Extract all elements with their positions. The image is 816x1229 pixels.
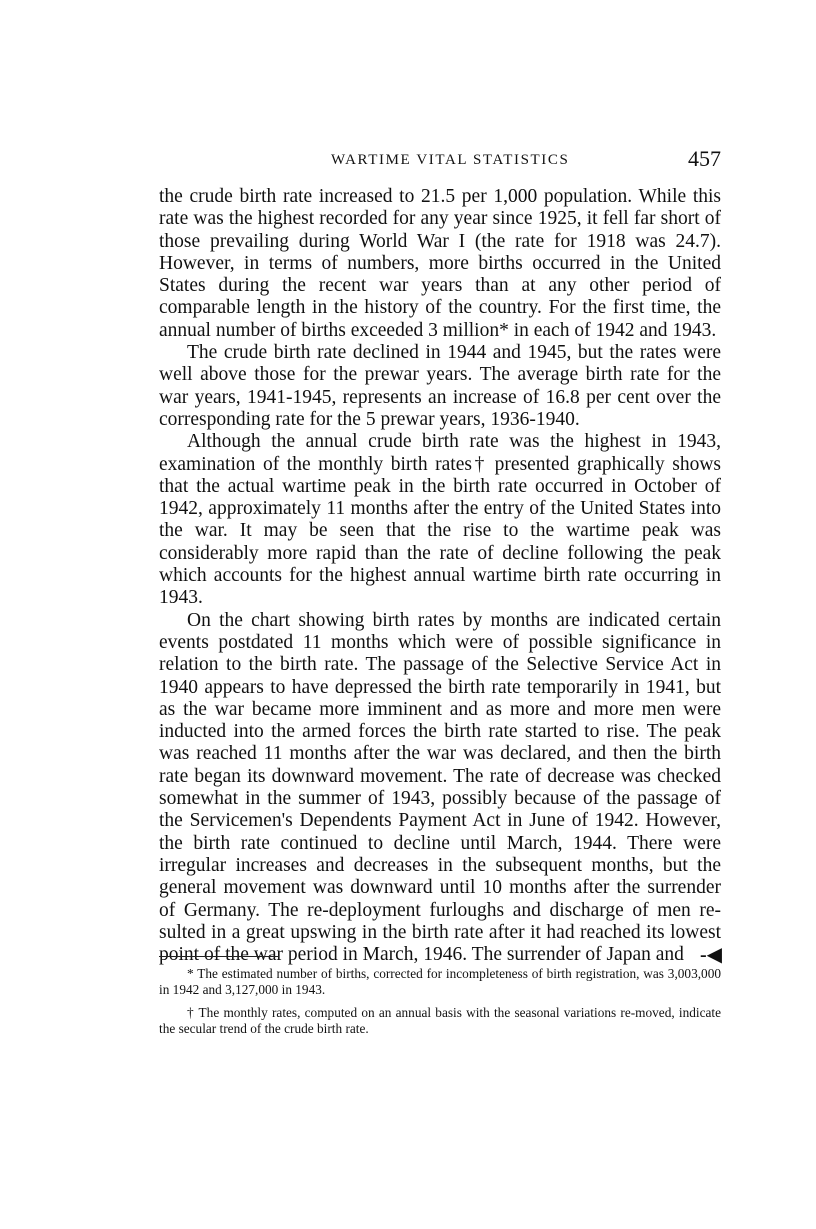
footnote-monthly-rates: † The monthly rates, computed on an annual basis with the seasonal variations re-moved, indicate the secular trend of the crude birth rate. [159, 1005, 721, 1036]
running-title: WARTIME VITAL STATISTICS [331, 152, 570, 168]
footnote-births-estimate: * The estimated number of births, corrected for incompleteness of birth registration, was 3,003,000 in 1942 and 3,127,000 in 1943. [159, 966, 721, 997]
paragraph-monthly-chart-events: On the chart showing birth rates by months are indicated certain events postdated 11 months which were of possible significance in relation to the birth rate. The passage of the Selective Service Act in 1940 appears to have depressed the birth rate temporarily in 1941, but as the war became more imminent and as more and more men were inducted into the armed forces the birth rate started to rise. The peak was reached 11 months after the war was declared, and then the birth rate began its downward movement. The rate of decrease was checked somewhat in the summer of 1943, possibly because of the passage of the Servicemen's Dependents Payment Act in June of 1942. However, the birth rate continued to decline until March, 1944. There were irregular increases and decreases in the subsequent months, but the general movement was downward until 10 months after the surrender of Germany. The re-deployment furloughs and discharge of men re-sulted in a great upswing in the birth rate after it had reached its lowest point of the war period in March, 1946. The surrender of Japan and [159, 609, 721, 966]
paragraph-birth-rate-1943: the crude birth rate increased to 21.5 per 1,000 population. While this rate was the highest recorded for any year since 1925, it fell far short of those prevailing during World War I (the rate for 1918 was 24.7). However, in terms of numbers, more births occurred in the United States during the recent war years than at any other period of comparable length in the history of the country. For the first time, the annual number of births exceeded 3 million* in each of 1942 and 1943. [159, 186, 721, 341]
paragraph-wartime-peak: Although the annual crude birth rate was the highest in 1943, examination of the monthly birth rates† presented graphically shows that the actual wartime peak in the birth rate occurred in October of 1942, approximately 11 months after the entry of the United States into the war. It may be seen that the rise to the wartime peak was considerably more rapid than the rate of decline following the peak which accounts for the highest annual wartime birth rate occurring in 1943. [159, 431, 721, 609]
footnotes [159, 966, 721, 1044]
paragraph-decline-1944-1945: The crude birth rate declined in 1944 and 1945, but the rates were well above those for the prewar years. The average birth rate for the war years, 1941-1945, represents an increase of 16.8 per cent over the corresponding rate for the 5 prewar years, 1936-1940. [159, 342, 721, 430]
footnote-divider [159, 956, 279, 957]
body-text [159, 186, 721, 966]
page-number: 457 [688, 146, 721, 171]
running-head [159, 146, 721, 176]
continuation-mark: -◀ [700, 944, 723, 966]
